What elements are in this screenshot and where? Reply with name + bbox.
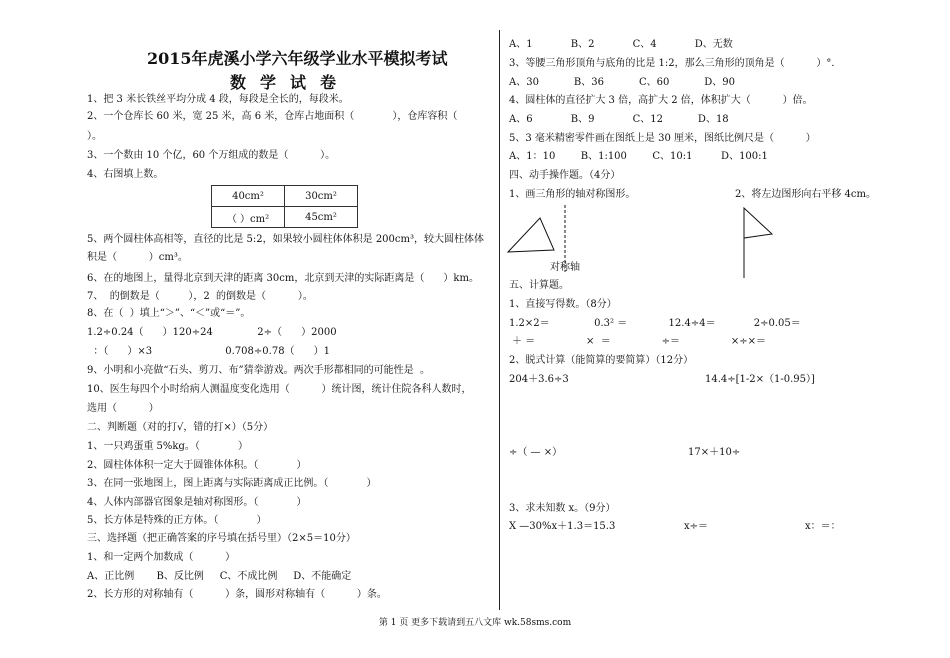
solve-x-1: X —30%x＋1.3＝15.3 xyxy=(509,521,616,532)
question-choice-1: 1、和一定两个加数成（ ） xyxy=(87,552,236,563)
flag-figure xyxy=(744,208,772,278)
triangle-figure xyxy=(508,218,554,252)
question-judge-2: 2、圆柱体体积一定大于圆锥体体积。（ ） xyxy=(87,460,307,471)
section-calc-heading: 五、计算题。 xyxy=(509,280,569,291)
area-cell: （ ）cm² xyxy=(212,207,285,228)
section-judge-heading: 二、判断题（对的打√，错的打×）（5分） xyxy=(87,422,274,433)
choice-options-2: A、1 B、2 C、4 D、无数 xyxy=(509,39,733,50)
question-choice-4: 4、圆柱体的直径扩大 3 倍，高扩大 2 倍，体积扩大（ ）倍。 xyxy=(509,95,813,106)
question-judge-3: 3、在同一张地图上，图上距离与实际距离成正比例。（ ） xyxy=(87,478,377,489)
calc-stepwise-heading: 2、脱式计算（能简算的要简算）（12分） xyxy=(509,355,694,366)
question-fill-10-cont: 选用（ ） xyxy=(87,403,159,414)
choice-options-1: A、正比例 B、反比例 C、不成比例 D、不能确定 xyxy=(87,571,352,582)
question-choice-3: 3、等腰三角形顶角与底角的比是 1:2，那么三角形的顶角是（ ）°． xyxy=(509,58,842,69)
question-fill-5-cont: 积是（ ）cm³。 xyxy=(87,252,188,263)
calc-direct-heading: 1、直接写得数。（8分） xyxy=(509,299,617,310)
calc-stepwise-1: 204＋3.6÷3 xyxy=(509,374,569,385)
question-fill-6: 6、在的地图上，量得北京到天津的距离 30cm，北京到天津的实际距离是（ ）km。 xyxy=(87,273,479,284)
page-footer: 第 1 页 更多下载请到五八文库 wk.58sms.com xyxy=(378,618,572,628)
area-cell: 40cm² xyxy=(212,186,285,207)
calc-stepwise-4: 17×＋10÷ xyxy=(688,447,741,458)
geometry-figures xyxy=(500,200,800,282)
calc-stepwise-2: 14.4÷[1-2×（1-0.95）] xyxy=(705,374,815,385)
question-fill-3: 3、一个数由 10 个亿，60 个万组成的数是（ ）。 xyxy=(87,150,336,161)
solve-x-2: x÷＝ xyxy=(684,521,709,532)
area-cell: 45cm² xyxy=(285,207,358,228)
compare-row-2: ：（ ）×3 0.708÷0.78（ ）1 xyxy=(87,346,330,357)
solve-x-heading: 3、求未知数 x。（9分） xyxy=(509,503,616,514)
section-choice-heading: 三、选择题（把正确答案的序号填在括号里）（2×5＝10分） xyxy=(87,533,356,544)
question-fill-9: 9、小明和小亮做“石头、剪刀、布”猜拳游戏。两次手形都相同的可能性是 。 xyxy=(87,365,430,376)
question-fill-4: 4、右图填上数。 xyxy=(87,169,164,180)
question-fill-1: 1、把 3 米长铁丝平均分成 4 段，每段是全长的，每段米。 xyxy=(87,94,349,105)
question-fill-7: 7、 的倒数是（ ），2 的倒数是（ ）。 xyxy=(87,291,313,302)
choice-options-5: A、1：10 B、1:100 C、10:1 D、100:1 xyxy=(509,151,768,162)
calc-stepwise-3: ÷（ — ×） xyxy=(509,447,563,458)
question-fill-2-cont: ）。 xyxy=(87,131,102,142)
question-fill-5: 5、两个圆柱体高相等，直径的比是 5:2，如果较小圆柱体体积是 200cm³，较大圆柱体体 xyxy=(87,234,484,245)
page-subtitle: 数学试卷 xyxy=(230,73,351,92)
calc-direct-row-2: ＋ ＝ × ＝ ÷＝ ×÷×＝ xyxy=(512,336,767,347)
page-title: 2015年虎溪小学六年级学业水平模拟考试 xyxy=(147,49,448,68)
compare-row-1: 1.2÷0.24（ ）120÷24 2÷（ ）2000 xyxy=(87,327,337,338)
hands-on-task-2: 2、将左边图形向右平移 4cm。 xyxy=(735,189,876,200)
symmetry-axis-label: 对称轴 xyxy=(550,262,580,273)
question-judge-4: 4、人体内部器官图象是轴对称图形。（ ） xyxy=(87,497,307,508)
question-fill-8: 8、在（ ）填上“＞”、“＜”或“＝”。 xyxy=(87,308,251,319)
question-choice-5: 5、3 毫米精密零件画在图纸上是 30 厘米，图纸比例尺是（ ） xyxy=(509,133,816,144)
column-divider xyxy=(499,30,500,610)
solve-x-3: x：＝： xyxy=(805,521,841,532)
hands-on-task-1: 1、画三角形的轴对称图形。 xyxy=(509,189,636,200)
question-judge-5: 5、长方体是特殊的正方体。（ ） xyxy=(87,515,267,526)
calc-direct-row-1: 1.2×2＝ 0.3² ＝ 12.4÷4＝ 2÷0.05＝ xyxy=(509,318,801,329)
area-table xyxy=(211,185,358,228)
question-fill-10: 10、医生每四个小时给病人测温度变化选用（ ）统计图，统计住院各科人数时， xyxy=(87,384,472,395)
question-fill-2: 2、一个仓库长 60 米，宽 25 米，高 6 米，仓库占地面积（ ），仓库容积（ xyxy=(87,111,458,122)
choice-options-4: A、6 B、9 C、12 D、18 xyxy=(509,114,729,125)
section-hands-on-heading: 四、动手操作题。（4分） xyxy=(509,170,621,181)
area-cell: 30cm² xyxy=(285,186,358,207)
question-judge-1: 1、一只鸡蛋重 5%kg。（ ） xyxy=(87,441,249,452)
choice-options-3: A、30 B、36 C、60 D、90 xyxy=(509,77,736,88)
question-choice-2: 2、长方形的对称轴有（ ）条，圆形对称轴有（ ）条。 xyxy=(87,589,387,600)
